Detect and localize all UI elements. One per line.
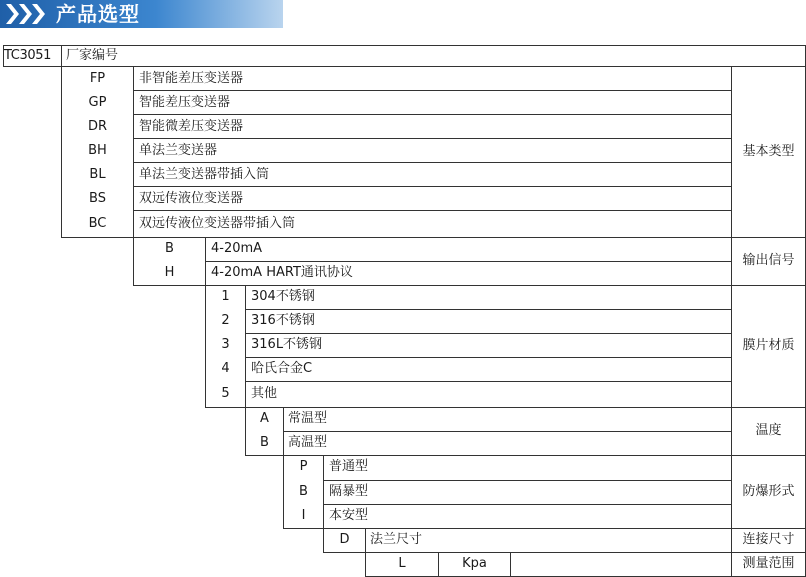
category-measuring-range: 测量范围 [742,556,795,571]
output-desc: 4-20mA HART通讯协议 [211,265,353,280]
explosion-code: P [299,459,308,474]
chevron-right-icon [32,4,45,24]
output-desc: 4-20mA [211,241,263,256]
explosion-code: B [299,484,308,499]
section-banner [0,0,283,28]
material-desc: 哈氏合金C [251,361,313,376]
table-border [510,552,511,576]
type-desc: 智能微差压变送器 [139,119,244,134]
table-border [133,186,731,187]
explosion-desc: 本安型 [329,508,369,523]
table-border [133,114,731,115]
range-unit: Kpa [462,556,487,571]
material-desc: 304不锈钢 [251,289,315,304]
range-code: L [398,556,406,571]
table-border [3,45,806,46]
table-border [323,552,806,553]
material-code: 5 [221,386,230,401]
maker-code-label: 厂家编号 [66,48,119,63]
material-code: 2 [221,313,230,328]
temperature-desc: 高温型 [288,435,328,450]
connection-desc: 法兰尺寸 [370,532,423,547]
table-border [133,210,731,211]
temperature-desc: 常温型 [288,411,328,426]
category-explosion-proof: 防爆形式 [742,484,795,499]
section-title: 产品选型 [56,2,140,26]
type-code: DR [87,119,108,134]
type-desc: 智能差压变送器 [139,95,231,110]
type-desc: 单法兰变送器 [139,143,218,158]
connection-code: D [339,532,350,547]
table-border [61,237,806,238]
type-code: GP [88,95,107,110]
category-temperature: 温度 [755,423,782,438]
explosion-desc: 隔暴型 [329,484,369,499]
material-code: 4 [221,361,230,376]
type-desc: 单法兰变送器带插入筒 [139,167,270,182]
table-border [245,309,731,310]
type-code: FP [89,71,106,86]
table-border [245,333,731,334]
material-desc: 316L不锈钢 [251,337,323,352]
material-desc: 316不锈钢 [251,313,315,328]
material-code: 1 [221,289,230,304]
material-code: 3 [221,337,230,352]
output-code: H [164,265,175,280]
table-border [205,407,806,408]
category-connection-size: 连接尺寸 [742,532,795,547]
category-basic-type: 基本类型 [742,144,795,159]
table-border [283,528,806,529]
table-border [133,285,806,286]
table-border [61,45,62,66]
type-code: BS [89,191,106,206]
type-code: BH [88,143,107,158]
model-prefix: TC3051 [4,48,51,63]
explosion-desc: 普通型 [329,459,369,474]
table-border [283,431,731,432]
material-desc: 其他 [251,386,278,401]
category-diaphragm-material: 膜片材质 [742,338,795,353]
type-desc: 非智能差压变送器 [139,71,244,86]
output-code: B [165,241,174,256]
table-border [245,357,731,358]
table-border [245,381,731,382]
type-code: BL [89,167,106,182]
type-desc: 双远传液位变送器 [139,191,244,206]
table-border [3,66,806,67]
table-border [133,90,731,91]
table-border [245,285,246,455]
chevron-right-icon [19,4,32,24]
chevron-right-icon [6,4,19,24]
table-border [323,504,731,505]
table-border [133,162,731,163]
table-border [245,455,806,456]
temperature-code: B [260,435,269,450]
table-border [205,261,731,262]
type-desc: 双远传液位变送器带插入筒 [139,216,296,231]
type-code: BC [88,216,107,231]
temperature-code: A [260,411,269,426]
table-border [133,138,731,139]
category-output-signal: 输出信号 [742,253,795,268]
explosion-code: I [301,508,306,523]
table-border [323,480,731,481]
